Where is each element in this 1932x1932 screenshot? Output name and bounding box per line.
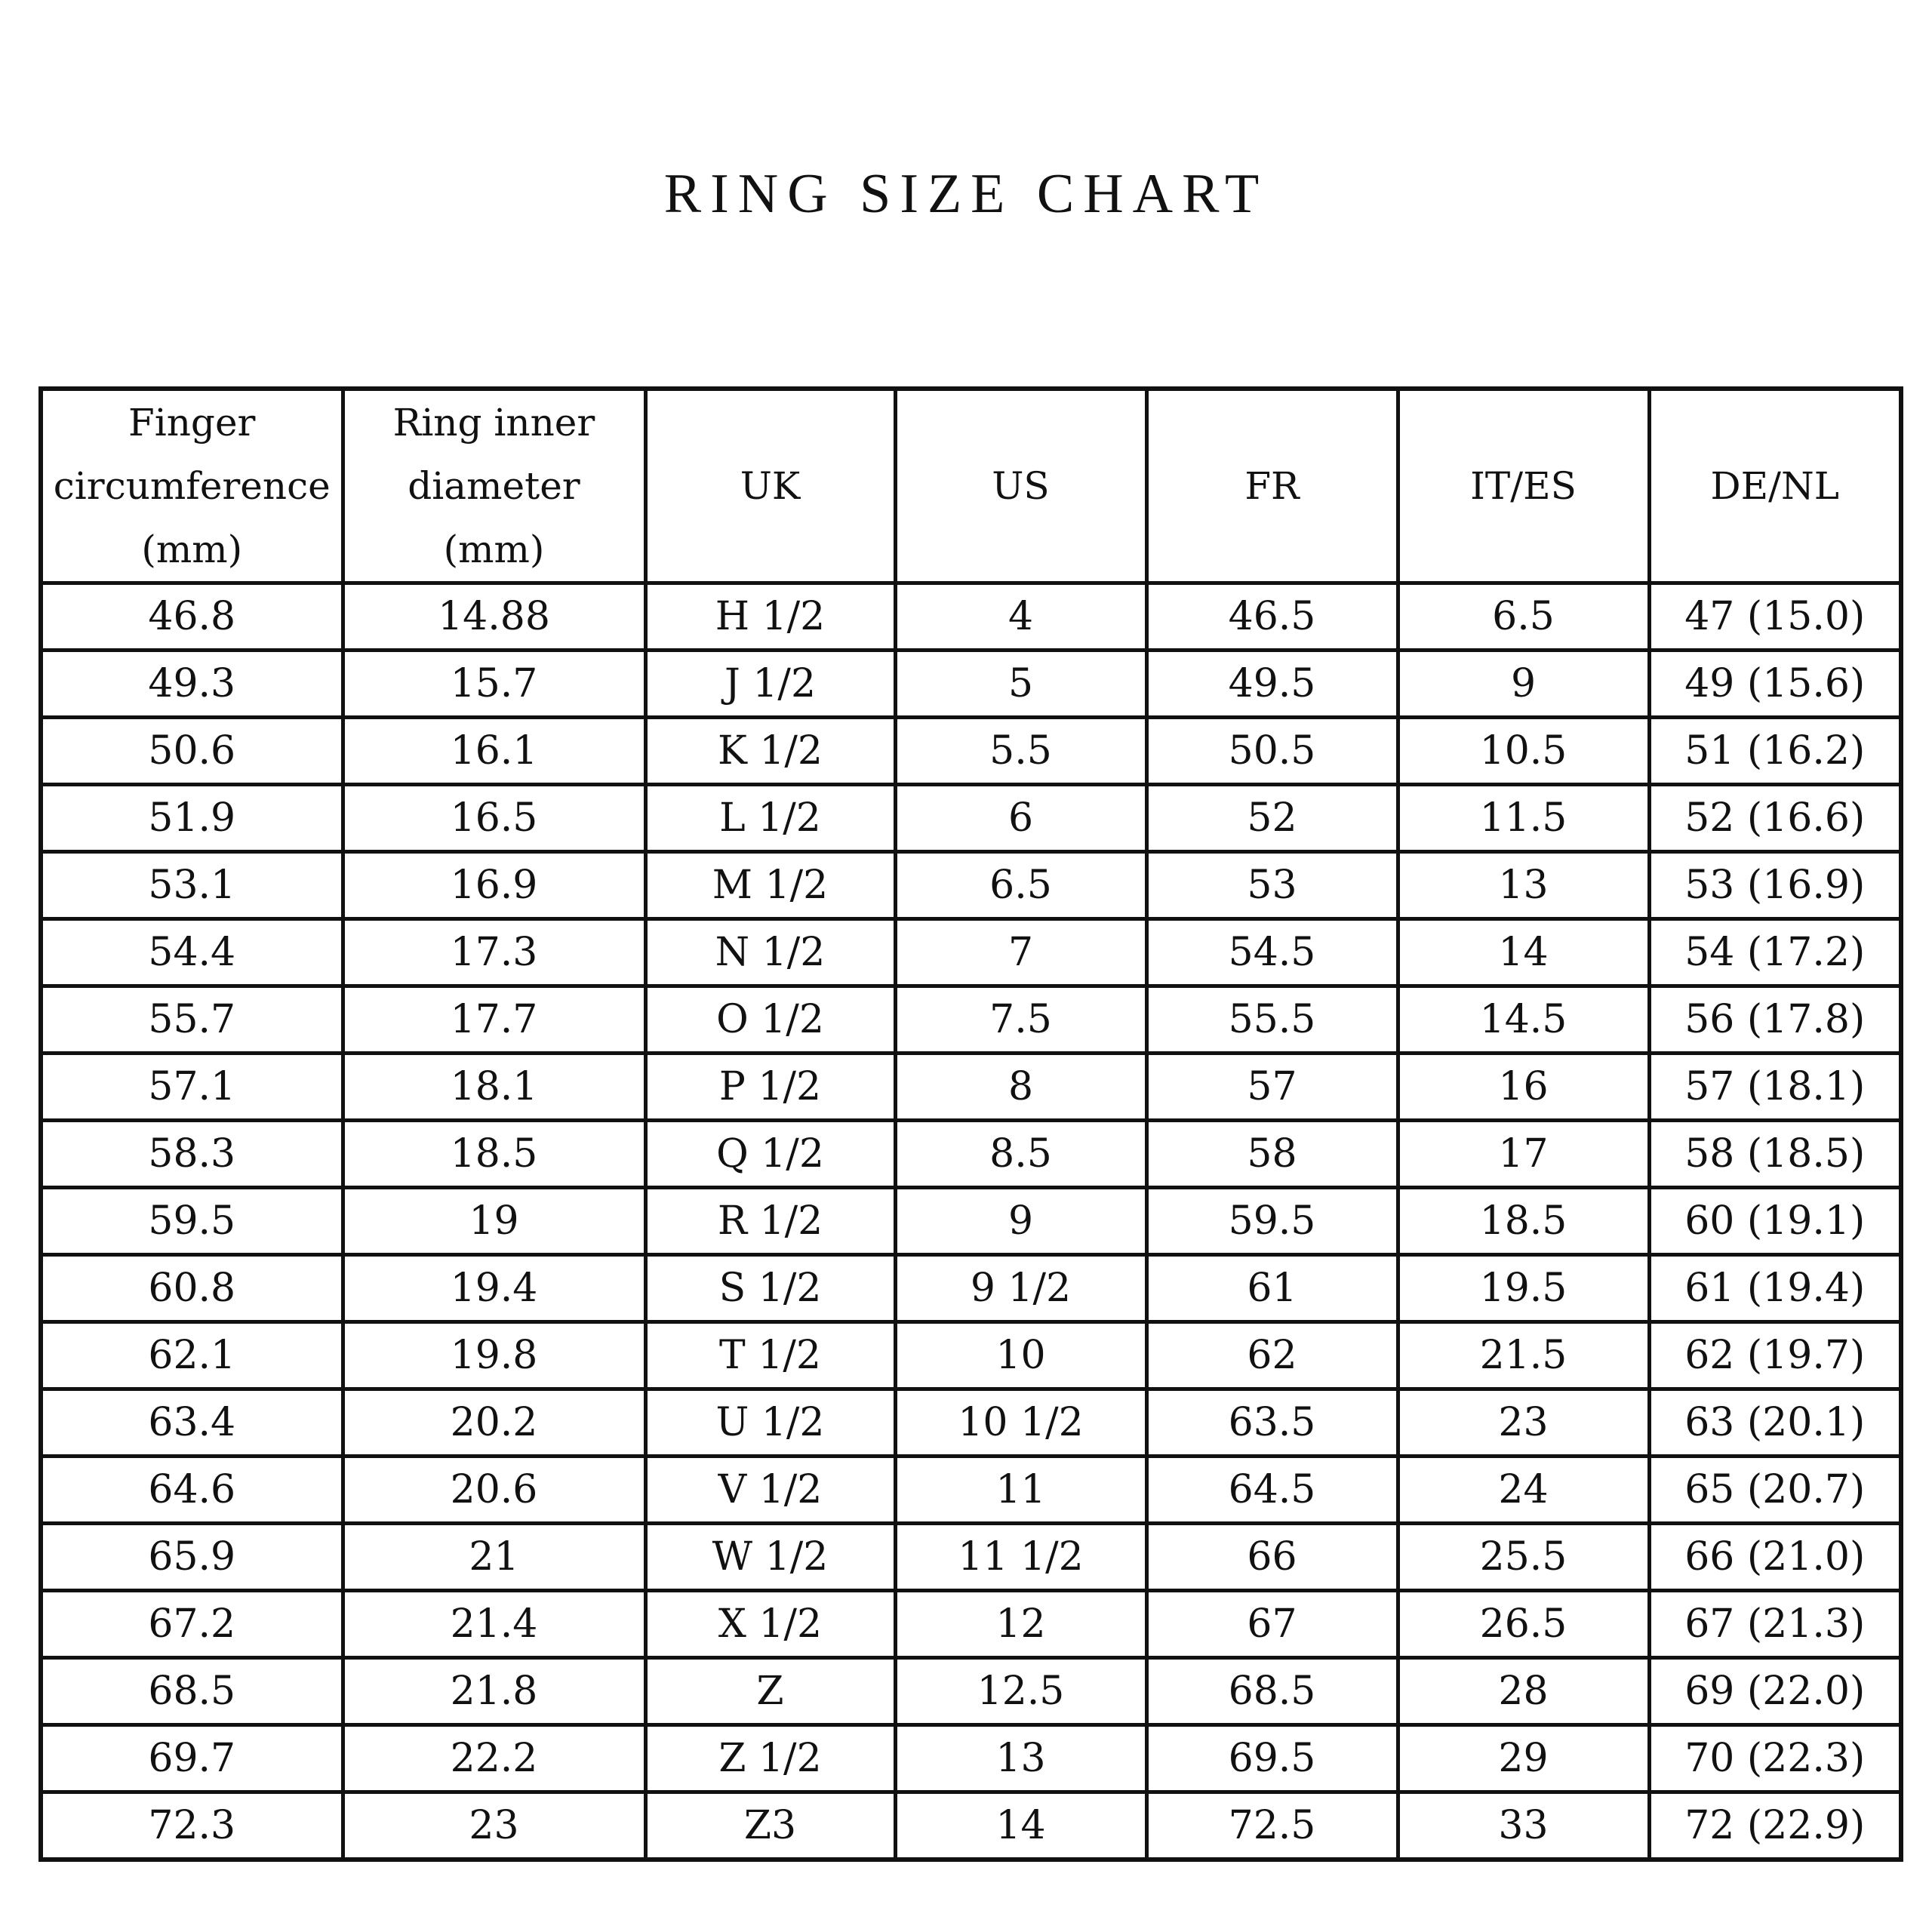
cell-fr: 46.5 — [1146, 583, 1398, 651]
cell-us: 10 1/2 — [895, 1389, 1146, 1457]
cell-finger-circumference: 49.3 — [41, 651, 343, 718]
header-line: Ring inner — [392, 401, 595, 445]
cell-de-nl: 72 (22.9) — [1649, 1792, 1901, 1860]
table-row — [41, 718, 1901, 785]
cell-uk: O 1/2 — [645, 986, 895, 1054]
cell-de-nl: 51 (16.2) — [1649, 718, 1901, 785]
cell-us: 5 — [895, 651, 1146, 718]
cell-ring-inner-diameter: 18.5 — [343, 1121, 645, 1188]
cell-uk: V 1/2 — [645, 1457, 895, 1524]
cell-de-nl: 66 (21.0) — [1649, 1524, 1901, 1591]
table-row — [41, 1524, 1901, 1591]
header-ring-inner-diameter — [343, 389, 645, 583]
cell-de-nl: 54 (17.2) — [1649, 919, 1901, 986]
cell-ring-inner-diameter: 14.88 — [343, 583, 645, 651]
cell-fr: 69.5 — [1146, 1725, 1398, 1792]
cell-uk: Z — [645, 1658, 895, 1725]
cell-de-nl: 53 (16.9) — [1649, 852, 1901, 919]
cell-it-es: 19.5 — [1398, 1255, 1649, 1322]
header-line: circumference — [53, 464, 331, 508]
cell-ring-inner-diameter: 21.4 — [343, 1591, 645, 1658]
cell-ring-inner-diameter: 16.5 — [343, 785, 645, 852]
cell-de-nl: 56 (17.8) — [1649, 986, 1901, 1054]
cell-fr: 52 — [1146, 785, 1398, 852]
cell-it-es: 9 — [1398, 651, 1649, 718]
cell-fr: 61 — [1146, 1255, 1398, 1322]
cell-uk: P 1/2 — [645, 1054, 895, 1121]
cell-us: 8.5 — [895, 1121, 1146, 1188]
table-row — [41, 852, 1901, 919]
cell-us: 9 1/2 — [895, 1255, 1146, 1322]
cell-fr: 49.5 — [1146, 651, 1398, 718]
table-row — [41, 1658, 1901, 1725]
cell-fr: 64.5 — [1146, 1457, 1398, 1524]
cell-uk: Z3 — [645, 1792, 895, 1860]
cell-fr: 53 — [1146, 852, 1398, 919]
cell-it-es: 18.5 — [1398, 1188, 1649, 1255]
table-body — [41, 583, 1901, 1860]
cell-us: 10 — [895, 1322, 1146, 1389]
cell-de-nl: 63 (20.1) — [1649, 1389, 1901, 1457]
cell-it-es: 11.5 — [1398, 785, 1649, 852]
cell-uk: X 1/2 — [645, 1591, 895, 1658]
cell-uk: J 1/2 — [645, 651, 895, 718]
cell-it-es: 23 — [1398, 1389, 1649, 1457]
table-row — [41, 785, 1901, 852]
cell-it-es: 28 — [1398, 1658, 1649, 1725]
cell-fr: 68.5 — [1146, 1658, 1398, 1725]
header-line: DE/NL — [1710, 464, 1839, 508]
table-row — [41, 1725, 1901, 1792]
table-row — [41, 1591, 1901, 1658]
cell-uk: H 1/2 — [645, 583, 895, 651]
cell-it-es: 17 — [1398, 1121, 1649, 1188]
header-us — [895, 389, 1146, 583]
cell-de-nl: 52 (16.6) — [1649, 785, 1901, 852]
cell-fr: 66 — [1146, 1524, 1398, 1591]
header-row — [41, 389, 1901, 583]
cell-de-nl: 70 (22.3) — [1649, 1725, 1901, 1792]
cell-fr: 57 — [1146, 1054, 1398, 1121]
cell-de-nl: 62 (19.7) — [1649, 1322, 1901, 1389]
cell-uk: M 1/2 — [645, 852, 895, 919]
cell-finger-circumference: 69.7 — [41, 1725, 343, 1792]
header-line: (mm) — [443, 528, 545, 571]
cell-ring-inner-diameter: 23 — [343, 1792, 645, 1860]
table-row — [41, 986, 1901, 1054]
cell-it-es: 14 — [1398, 919, 1649, 986]
cell-finger-circumference: 68.5 — [41, 1658, 343, 1725]
table-row — [41, 1121, 1901, 1188]
cell-us: 11 — [895, 1457, 1146, 1524]
cell-ring-inner-diameter: 19.8 — [343, 1322, 645, 1389]
cell-us: 12.5 — [895, 1658, 1146, 1725]
header-line: diameter — [408, 464, 580, 508]
header-line: UK — [740, 464, 801, 508]
cell-us: 9 — [895, 1188, 1146, 1255]
cell-finger-circumference: 64.6 — [41, 1457, 343, 1524]
table-row — [41, 651, 1901, 718]
cell-uk: W 1/2 — [645, 1524, 895, 1591]
cell-us: 6.5 — [895, 852, 1146, 919]
cell-ring-inner-diameter: 21.8 — [343, 1658, 645, 1725]
cell-finger-circumference: 54.4 — [41, 919, 343, 986]
cell-it-es: 25.5 — [1398, 1524, 1649, 1591]
header-finger-circumference — [41, 389, 343, 583]
header-it-es — [1398, 389, 1649, 583]
cell-it-es: 24 — [1398, 1457, 1649, 1524]
header-uk — [645, 389, 895, 583]
header-line: US — [992, 464, 1050, 508]
cell-fr: 55.5 — [1146, 986, 1398, 1054]
cell-finger-circumference: 62.1 — [41, 1322, 343, 1389]
header-line: IT/ES — [1470, 464, 1577, 508]
cell-ring-inner-diameter: 18.1 — [343, 1054, 645, 1121]
cell-ring-inner-diameter: 17.3 — [343, 919, 645, 986]
cell-ring-inner-diameter: 17.7 — [343, 986, 645, 1054]
cell-uk: Z 1/2 — [645, 1725, 895, 1792]
cell-us: 7 — [895, 919, 1146, 986]
cell-ring-inner-diameter: 21 — [343, 1524, 645, 1591]
table-row — [41, 919, 1901, 986]
cell-it-es: 13 — [1398, 852, 1649, 919]
cell-de-nl: 69 (22.0) — [1649, 1658, 1901, 1725]
cell-uk: N 1/2 — [645, 919, 895, 986]
cell-finger-circumference: 67.2 — [41, 1591, 343, 1658]
cell-finger-circumference: 65.9 — [41, 1524, 343, 1591]
cell-de-nl: 49 (15.6) — [1649, 651, 1901, 718]
cell-finger-circumference: 53.1 — [41, 852, 343, 919]
cell-it-es: 29 — [1398, 1725, 1649, 1792]
cell-de-nl: 65 (20.7) — [1649, 1457, 1901, 1524]
header-de-nl — [1649, 389, 1901, 583]
cell-finger-circumference: 63.4 — [41, 1389, 343, 1457]
cell-de-nl: 61 (19.4) — [1649, 1255, 1901, 1322]
cell-it-es: 21.5 — [1398, 1322, 1649, 1389]
cell-it-es: 33 — [1398, 1792, 1649, 1860]
cell-fr: 50.5 — [1146, 718, 1398, 785]
table-row — [41, 1457, 1901, 1524]
table-row — [41, 1255, 1901, 1322]
cell-finger-circumference: 55.7 — [41, 986, 343, 1054]
cell-finger-circumference: 60.8 — [41, 1255, 343, 1322]
cell-de-nl: 60 (19.1) — [1649, 1188, 1901, 1255]
cell-fr: 54.5 — [1146, 919, 1398, 986]
cell-it-es: 10.5 — [1398, 718, 1649, 785]
cell-de-nl: 57 (18.1) — [1649, 1054, 1901, 1121]
cell-finger-circumference: 57.1 — [41, 1054, 343, 1121]
cell-ring-inner-diameter: 16.1 — [343, 718, 645, 785]
cell-ring-inner-diameter: 15.7 — [343, 651, 645, 718]
cell-fr: 62 — [1146, 1322, 1398, 1389]
cell-finger-circumference: 72.3 — [41, 1792, 343, 1860]
cell-us: 8 — [895, 1054, 1146, 1121]
cell-ring-inner-diameter: 19 — [343, 1188, 645, 1255]
cell-finger-circumference: 50.6 — [41, 718, 343, 785]
cell-de-nl: 47 (15.0) — [1649, 583, 1901, 651]
cell-uk: Q 1/2 — [645, 1121, 895, 1188]
table-row — [41, 1054, 1901, 1121]
cell-us: 5.5 — [895, 718, 1146, 785]
table-row — [41, 1322, 1901, 1389]
cell-it-es: 26.5 — [1398, 1591, 1649, 1658]
cell-us: 14 — [895, 1792, 1146, 1860]
cell-uk: R 1/2 — [645, 1188, 895, 1255]
cell-fr: 58 — [1146, 1121, 1398, 1188]
cell-fr: 67 — [1146, 1591, 1398, 1658]
cell-it-es: 14.5 — [1398, 986, 1649, 1054]
table-row — [41, 583, 1901, 651]
cell-fr: 59.5 — [1146, 1188, 1398, 1255]
cell-de-nl: 58 (18.5) — [1649, 1121, 1901, 1188]
table-row — [41, 1389, 1901, 1457]
cell-de-nl: 67 (21.3) — [1649, 1591, 1901, 1658]
cell-us: 13 — [895, 1725, 1146, 1792]
page-title: RING SIZE CHART — [663, 163, 1269, 225]
cell-ring-inner-diameter: 19.4 — [343, 1255, 645, 1322]
cell-finger-circumference: 46.8 — [41, 583, 343, 651]
cell-fr: 63.5 — [1146, 1389, 1398, 1457]
cell-uk: T 1/2 — [645, 1322, 895, 1389]
cell-fr: 72.5 — [1146, 1792, 1398, 1860]
cell-us: 11 1/2 — [895, 1524, 1146, 1591]
cell-us: 6 — [895, 785, 1146, 852]
cell-finger-circumference: 58.3 — [41, 1121, 343, 1188]
table-row — [41, 1792, 1901, 1860]
header-line: FR — [1244, 464, 1300, 508]
cell-it-es: 6.5 — [1398, 583, 1649, 651]
cell-uk: K 1/2 — [645, 718, 895, 785]
table-header — [41, 389, 1901, 583]
cell-uk: S 1/2 — [645, 1255, 895, 1322]
ring-size-table — [38, 386, 1903, 1862]
cell-ring-inner-diameter: 20.6 — [343, 1457, 645, 1524]
cell-us: 12 — [895, 1591, 1146, 1658]
header-line: Finger — [128, 401, 256, 445]
header-fr — [1146, 389, 1398, 583]
cell-us: 4 — [895, 583, 1146, 651]
cell-finger-circumference: 51.9 — [41, 785, 343, 852]
cell-ring-inner-diameter: 16.9 — [343, 852, 645, 919]
table-row — [41, 1188, 1901, 1255]
cell-uk: L 1/2 — [645, 785, 895, 852]
cell-it-es: 16 — [1398, 1054, 1649, 1121]
cell-finger-circumference: 59.5 — [41, 1188, 343, 1255]
cell-uk: U 1/2 — [645, 1389, 895, 1457]
cell-us: 7.5 — [895, 986, 1146, 1054]
cell-ring-inner-diameter: 22.2 — [343, 1725, 645, 1792]
cell-ring-inner-diameter: 20.2 — [343, 1389, 645, 1457]
header-line: (mm) — [141, 528, 243, 571]
